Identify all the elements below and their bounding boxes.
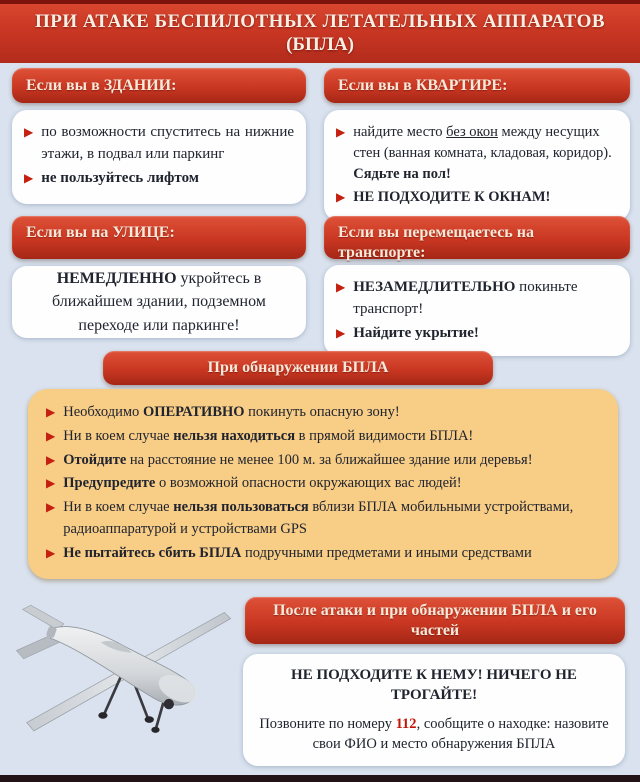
bullet-triangle-icon: ▶ [46,405,56,419]
poster-header-banner [0,0,640,63]
street-text: НЕМЕДЛЕННО укройтесь в ближайшем здании, подземном переходе или паркинге! [52,270,266,334]
section-header-street-label: Если вы на УЛИЦЕ: [26,224,175,241]
section-header-after-attack-label: После атаки и при обнаружении БПЛА и его частей [273,601,597,639]
section-header-street [12,216,306,259]
transport-item-text: НЕЗАМЕДЛИТЕЛЬНО покиньте транспорт! [353,279,578,317]
bullet-triangle-icon: ▶ [24,125,34,139]
detection-item-text: Ни в коем случае нельзя находиться в прямой видимости БПЛА! [63,427,474,444]
drone-uav-image [2,598,244,770]
section-header-building [12,68,306,103]
building-item-text: по возможности спуститесь на нижние этажи, в подвал или паркинг [41,124,294,162]
bullet-triangle-icon: ▶ [46,500,56,514]
apartment-item-text: НЕ ПОДХОДИТЕ К ОКНАМ! [353,189,551,206]
bullet-triangle-icon: ▶ [46,428,56,443]
bullet-triangle-icon: ▶ [336,280,346,294]
bottom-border-strip [0,775,640,782]
list-item [336,277,618,321]
card-apartment [324,110,630,221]
section-header-building-label: Если вы в ЗДАНИИ: [26,76,177,94]
list-item [46,473,600,495]
list-item [46,426,600,448]
detection-item-text: Отойдите на расстояние не менее 100 м. за ближайшее здание или деревья! [63,451,533,468]
section-header-after-attack [245,597,625,644]
bullet-triangle-icon: ▶ [24,170,34,185]
card-detection [28,389,618,579]
after-attack-call-text: Позвоните по номеру 112, сообщите о находке: назовите свои ФИО и место обнаружения БПЛА [259,715,609,752]
detection-item-text: Необходимо ОПЕРАТИВНО покинуть опасную зону! [63,404,400,420]
bullet-triangle-icon: ▶ [46,452,56,467]
section-header-apartment-label: Если вы в КВАРТИРЕ: [338,76,508,94]
list-item [46,450,600,472]
detection-item-text: Ни в коем случае нельзя пользоваться вблизи БПЛА мобильными устройствами, радиоаппаратурой и устройствами GPS [63,499,574,537]
section-header-detection [103,351,493,385]
bullet-triangle-icon: ▶ [336,125,346,139]
section-header-transport-label: Если вы перемещаетесь на транспорте: [338,224,534,261]
transport-item-text: Найдите укрытие! [353,324,479,341]
card-building [12,110,306,204]
card-after-attack [243,654,625,766]
bullet-triangle-icon: ▶ [336,325,346,340]
list-item [336,187,618,209]
building-item-text: не пользуйтесь лифтом [41,169,200,186]
list-item [24,168,294,190]
list-item [46,402,600,424]
list-item [46,543,600,565]
list-item [336,122,618,185]
card-transport [324,265,630,356]
poster-title-line1: ПРИ АТАКЕ БЕСПИЛОТНЫХ ЛЕТАТЕЛЬНЫХ АППАРАТОВ [34,10,606,32]
list-item [336,323,618,345]
poster-title-line2: (БПЛА) [286,33,354,55]
after-attack-warning-text: НЕ ПОДХОДИТЕ К НЕМУ! НИЧЕГО НЕ ТРОГАЙТЕ! [291,667,577,704]
card-street [12,266,306,338]
section-header-transport [324,216,630,259]
bullet-triangle-icon: ▶ [46,545,56,560]
list-item [46,497,600,541]
bullet-triangle-icon: ▶ [46,476,56,491]
list-item [24,122,294,166]
apartment-item-text: найдите место без окон между несущих стен (ванная комната, кладовая, коридор). Сядьте на пол! [353,124,612,183]
bullet-triangle-icon: ▶ [336,190,346,205]
section-header-detection-label: При обнаружении БПЛА [207,359,389,376]
detection-item-text: Предупредите о возможной опасности окружающих вас людей! [63,475,462,492]
detection-item-text: Не пытайтесь сбить БПЛА подручными предметами и иными средствами [63,544,532,561]
section-header-apartment [324,68,630,103]
